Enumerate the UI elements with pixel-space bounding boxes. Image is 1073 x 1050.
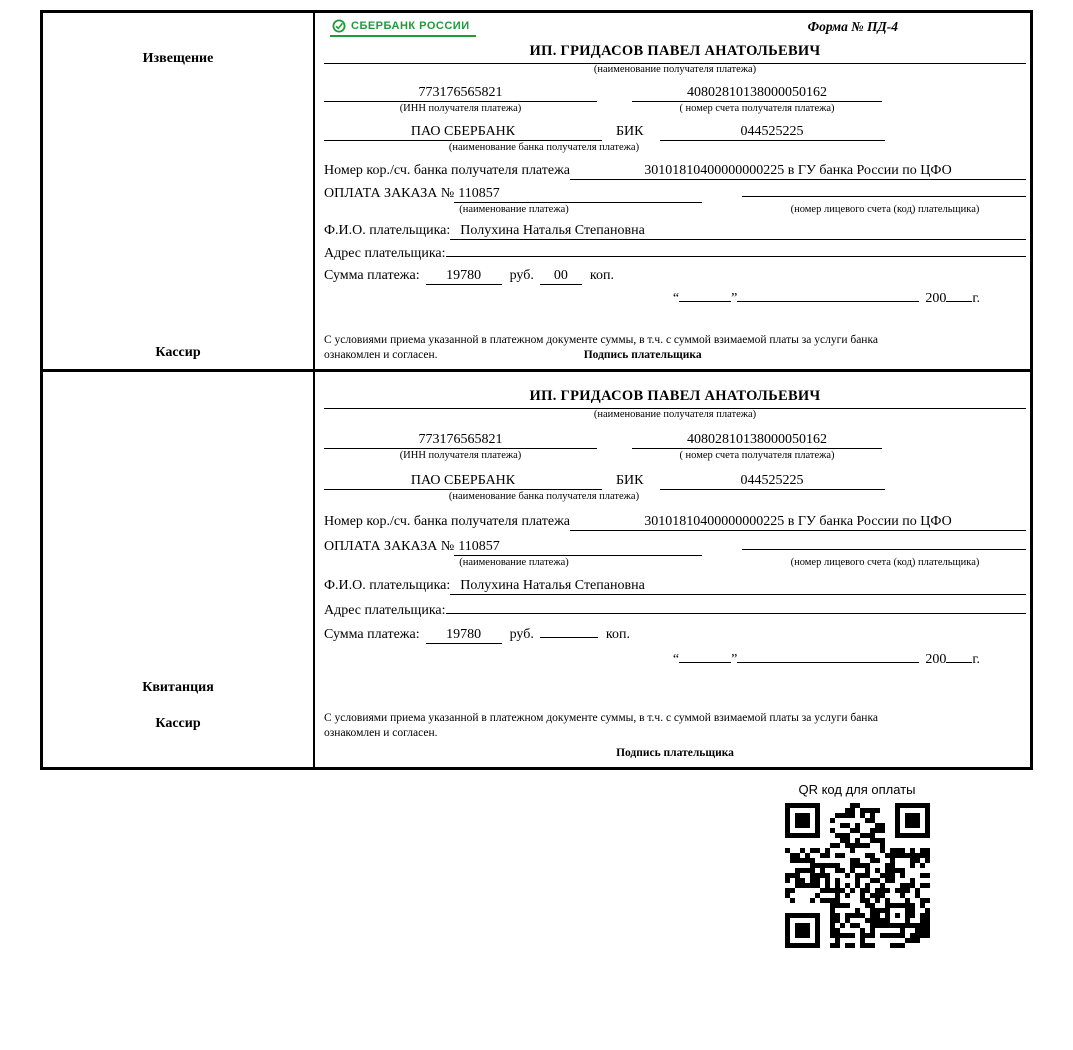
payer-address-label: Адрес плательщика: xyxy=(324,603,446,618)
year-suffix: г. xyxy=(972,291,980,306)
quote-open: “ xyxy=(672,291,680,306)
inn-account-row xyxy=(324,432,1026,449)
payee-name-caption: (наименование получателя платежа) xyxy=(593,64,757,75)
agreement-line2-row xyxy=(324,348,1026,363)
sum-row xyxy=(324,627,1026,644)
inn-caption: (ИНН получателя платежа) xyxy=(399,450,522,461)
sum-label: Сумма платежа: xyxy=(324,627,420,642)
cashier-label: Кассир xyxy=(155,345,201,360)
quote-close: ” xyxy=(731,652,738,667)
sberbank-logo xyxy=(330,19,476,37)
agreement-block xyxy=(324,333,1026,365)
payer-address-value xyxy=(446,613,1026,614)
notice-left-column xyxy=(43,13,315,369)
payer-fio-row xyxy=(324,578,1026,595)
payer-fio-label: Ф.И.О. плательщика: xyxy=(324,223,451,238)
inn-account-row xyxy=(324,85,1026,102)
agreement-line2: ознакомлен и согласен. xyxy=(324,349,438,362)
sum-rub-value: 19780 xyxy=(426,268,502,285)
year-suffix: г. xyxy=(972,652,980,667)
payer-fio-value: Полухина Наталья Степановна xyxy=(450,578,1026,595)
rub-label: руб. xyxy=(509,268,534,283)
quote-close: ” xyxy=(731,291,738,306)
payer-address-row xyxy=(324,603,1026,619)
form-number: Форма № ПД-4 xyxy=(807,19,898,34)
sum-label: Сумма платежа: xyxy=(324,268,420,283)
account-caption: ( номер счета получателя платежа) xyxy=(679,103,835,114)
year-line xyxy=(946,662,972,663)
bank-name-value: ПАО СБЕРБАНК xyxy=(324,473,602,490)
payee-account-value: 40802810138000050162 xyxy=(632,432,882,449)
bank-caption-row xyxy=(324,142,1026,153)
purpose-captions xyxy=(324,557,1026,568)
agreement-line2: ознакомлен и согласен. xyxy=(324,727,438,740)
payer-code-caption: (номер лицевого счета (код) плательщика) xyxy=(790,557,980,568)
payee-name: ИП. ГРИДАСОВ ПАВЕЛ АНАТОЛЬЕВИЧ xyxy=(529,388,821,404)
kop-label: коп. xyxy=(605,627,630,642)
sum-row xyxy=(324,268,1026,285)
rub-label: руб. xyxy=(509,627,534,642)
payer-fio-row xyxy=(324,223,1026,240)
payee-inn-value: 773176565821 xyxy=(324,85,597,102)
bank-caption: (наименование банка получателя платежа) xyxy=(448,142,640,153)
year-prefix: 200 xyxy=(925,652,947,667)
bank-caption-row xyxy=(324,491,1026,502)
payer-address-row xyxy=(324,246,1026,262)
payer-address-value xyxy=(446,256,1026,257)
payer-address-label: Адрес плательщика: xyxy=(324,246,446,261)
corr-account-row xyxy=(324,514,1026,531)
purpose-value: 110857 xyxy=(454,186,702,203)
qr-code-image xyxy=(785,803,930,948)
purpose-caption: (наименование платежа) xyxy=(459,204,569,215)
payer-code-line xyxy=(742,549,1026,550)
account-caption: ( номер счета получателя платежа) xyxy=(679,450,835,461)
date-row xyxy=(324,291,1026,307)
payer-code-caption: (номер лицевого счета (код) плательщика) xyxy=(790,204,980,215)
sum-kop-value: 00 xyxy=(540,268,582,285)
payee-name-row xyxy=(324,43,1026,64)
signature-label: Подпись плательщика xyxy=(616,747,734,760)
year-prefix: 200 xyxy=(925,291,947,306)
payee-account-value: 40802810138000050162 xyxy=(632,85,882,102)
sberbank-logo-icon xyxy=(332,19,346,33)
sberbank-logo-text: СБЕРБАНК РОССИИ xyxy=(351,20,470,32)
payer-fio-value: Полухина Наталья Степановна xyxy=(450,223,1026,240)
purpose-row xyxy=(324,186,1026,203)
date-month-line xyxy=(737,301,919,302)
payee-name-caption: (наименование получателя платежа) xyxy=(593,409,757,420)
notice-label: Извещение xyxy=(142,51,214,66)
year-line xyxy=(946,301,972,302)
payee-inn-value: 773176565821 xyxy=(324,432,597,449)
purpose-label: ОПЛАТА ЗАКАЗА № xyxy=(324,186,455,201)
bank-caption: (наименование банка получателя платежа) xyxy=(448,491,640,502)
date-day-line xyxy=(679,662,731,663)
kop-label: коп. xyxy=(589,268,614,283)
cashier-label: Кассир xyxy=(155,716,201,731)
notice-slip xyxy=(40,10,1033,372)
inn-account-captions xyxy=(324,103,1026,114)
bank-row xyxy=(324,473,1026,490)
purpose-label: ОПЛАТА ЗАКАЗА № xyxy=(324,539,455,554)
notice-header-row xyxy=(324,19,1026,41)
notice-right-column xyxy=(315,13,1030,369)
date-row xyxy=(324,652,1026,668)
purpose-caption: (наименование платежа) xyxy=(459,557,569,568)
purpose-value: 110857 xyxy=(454,539,702,556)
sum-rub-value: 19780 xyxy=(426,627,502,644)
date-day-line xyxy=(679,301,731,302)
corr-value: 30101810400000000225 в ГУ банка России по ЦФО xyxy=(570,163,1026,180)
bik-label: БИК xyxy=(616,473,644,488)
corr-label: Номер кор./сч. банка получателя платежа xyxy=(324,514,570,529)
payer-fio-label: Ф.И.О. плательщика: xyxy=(324,578,451,593)
qr-block xyxy=(783,782,931,948)
signature-label: Подпись плательщика xyxy=(583,349,702,362)
receipt-right-column xyxy=(315,372,1030,767)
agreement-line1: С условиями приема указанной в платежном документе суммы, в т.ч. с суммой взимаемой платы за услуги банка xyxy=(324,712,878,725)
corr-account-row xyxy=(324,163,1026,180)
agreement-block xyxy=(324,711,1026,763)
corr-value: 30101810400000000225 в ГУ банка России по ЦФО xyxy=(570,514,1026,531)
bik-value: 044525225 xyxy=(660,473,885,490)
receipt-label: Квитанция xyxy=(142,680,214,695)
payee-name: ИП. ГРИДАСОВ ПАВЕЛ АНАТОЛЬЕВИЧ xyxy=(529,43,821,59)
receipt-slip xyxy=(40,369,1033,770)
bik-label: БИК xyxy=(616,124,644,139)
bik-value: 044525225 xyxy=(660,124,885,141)
payee-name-row xyxy=(324,388,1026,409)
sum-kop-value xyxy=(540,637,598,638)
inn-account-captions xyxy=(324,450,1026,461)
agreement-line1: С условиями приема указанной в платежном документе суммы, в т.ч. с суммой взимаемой платы за услуги банка xyxy=(324,334,878,347)
bank-row xyxy=(324,124,1026,141)
payer-code-line xyxy=(742,196,1026,197)
bank-name-value: ПАО СБЕРБАНК xyxy=(324,124,602,141)
date-month-line xyxy=(737,662,919,663)
quote-open: “ xyxy=(672,652,680,667)
purpose-captions xyxy=(324,204,1026,215)
corr-label: Номер кор./сч. банка получателя платежа xyxy=(324,163,570,178)
inn-caption: (ИНН получателя платежа) xyxy=(399,103,522,114)
purpose-row xyxy=(324,539,1026,556)
receipt-left-column xyxy=(43,372,315,767)
qr-caption: QR код для оплаты xyxy=(798,782,916,797)
